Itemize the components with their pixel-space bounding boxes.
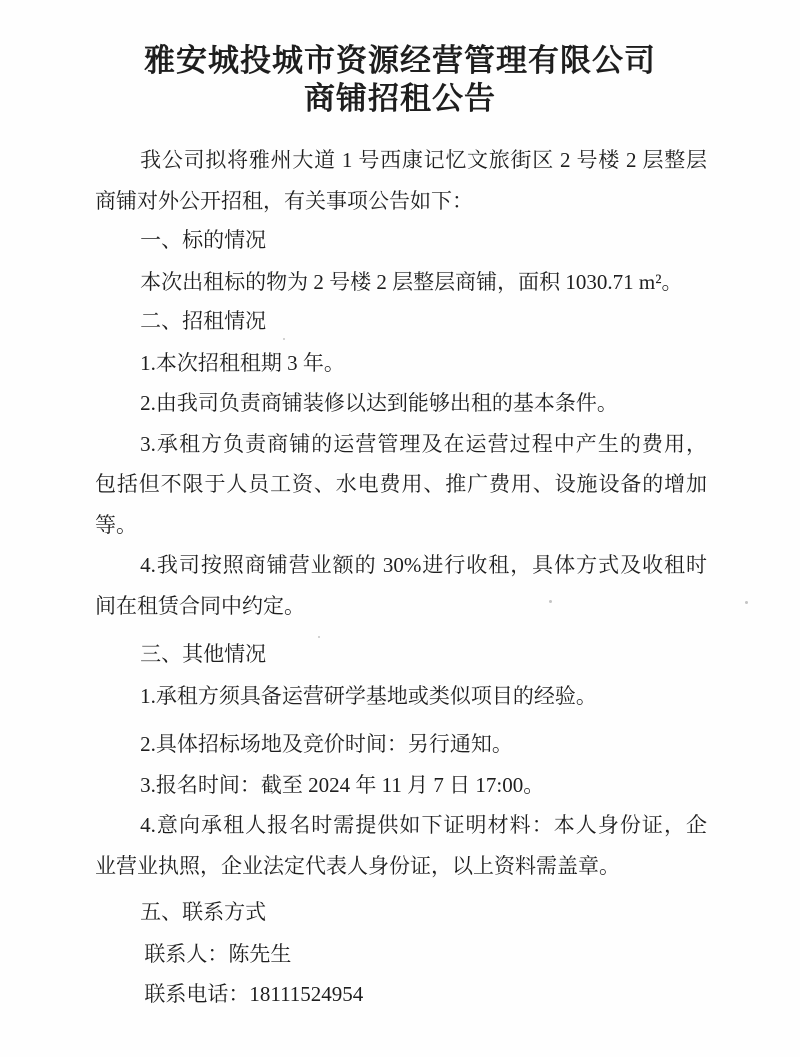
title-line-1: 雅安城投城市资源经营管理有限公司 bbox=[144, 42, 656, 78]
title-line-2: 商铺招租公告 bbox=[304, 80, 496, 116]
section-heading-2: 二、招租情况 bbox=[140, 310, 267, 333]
scan-speck bbox=[283, 338, 285, 340]
section-heading-5: 五、联系方式 bbox=[140, 901, 267, 924]
scan-speck bbox=[745, 601, 748, 604]
scan-speck bbox=[318, 636, 320, 638]
section1-line-1: 本次出租标的物为 2 号楼 2 层整层商铺，面积 1030.71 m²。 bbox=[140, 269, 683, 294]
document-title bbox=[0, 42, 800, 118]
section2-item-4-line-2: 间在租赁合同中约定。 bbox=[95, 593, 305, 618]
section3-item-1: 1.承租方须具备运营研学基地或类似项目的经验。 bbox=[140, 683, 597, 708]
contact-phone-line: 联系电话：18111524954 bbox=[144, 982, 364, 1006]
document-body bbox=[95, 140, 707, 1015]
section2-item-1: 1.本次招租租期 3 年。 bbox=[140, 350, 345, 375]
section2-item-3-line-2: 包括但不限于人员工资、水电费用、推广费用、设施设备的增加 bbox=[95, 472, 707, 496]
section-heading-3: 三、其他情况 bbox=[140, 643, 267, 666]
intro-line-1: 我公司拟将雅州大道 1 号西康记忆文旅街区 2 号楼 2 层整层 bbox=[140, 148, 707, 172]
section3-item-2: 2.具体招标场地及竞价时间：另行通知。 bbox=[140, 732, 513, 756]
scan-speck bbox=[549, 600, 552, 603]
section3-item-4-line-2: 业营业执照，企业法定代表人身份证，以上资料需盖章。 bbox=[95, 853, 620, 878]
section-heading-1: 一、标的情况 bbox=[140, 229, 267, 252]
section2-item-3-line-3: 等。 bbox=[95, 512, 137, 537]
intro-line-2: 商铺对外公开招租，有关事项公告如下： bbox=[95, 188, 473, 213]
section2-item-4-line-1: 4.我司按照商铺营业额的 30%进行收租，具体方式及收租时 bbox=[140, 553, 707, 577]
section3-item-4-line-1: 4.意向承租人报名时需提供如下证明材料：本人身份证，企 bbox=[140, 813, 707, 837]
section2-item-3-line-1: 3.承租方负责商铺的运营管理及在运营过程中产生的费用， bbox=[140, 431, 707, 456]
section2-item-2: 2.由我司负责商铺装修以达到能够出租的基本条件。 bbox=[140, 391, 618, 415]
contact-person-line: 联系人：陈先生 bbox=[144, 941, 292, 966]
section3-item-3: 3.报名时间：截至 2024 年 11 月 7 日 17:00。 bbox=[140, 772, 545, 797]
